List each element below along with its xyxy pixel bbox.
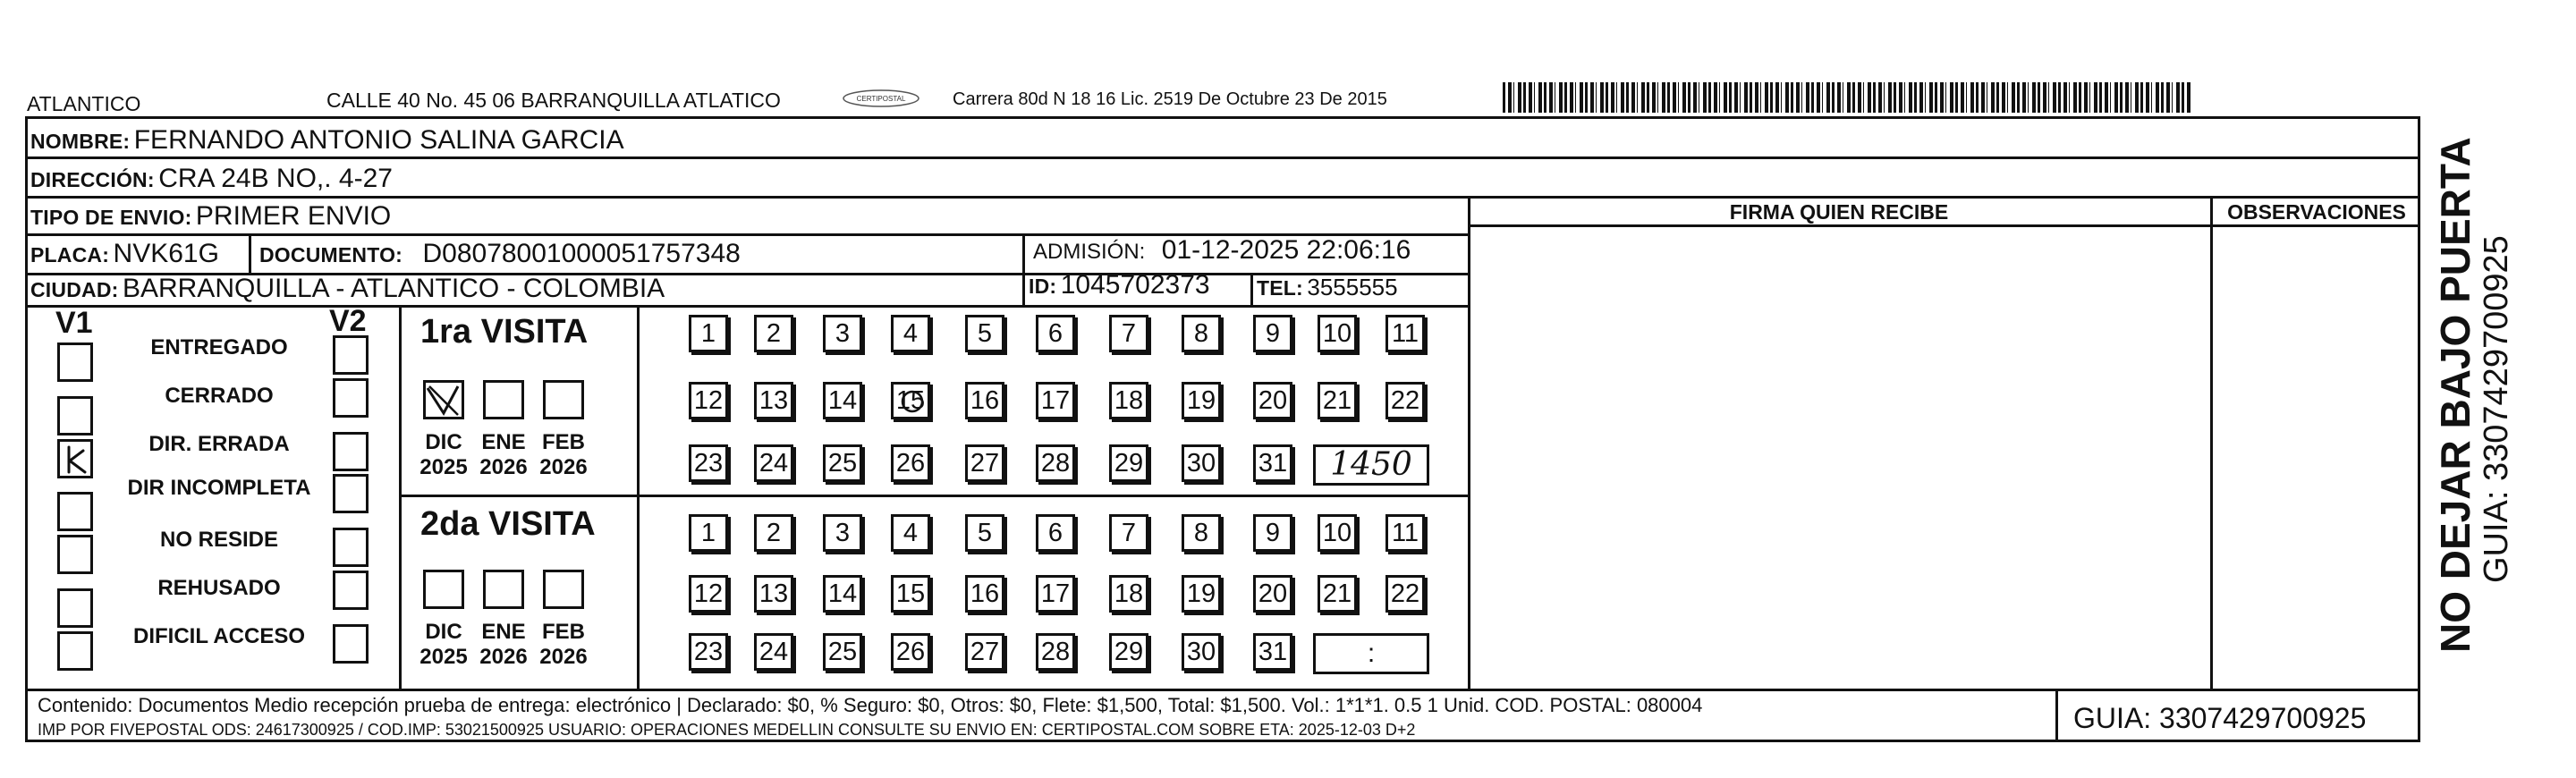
second-visit-day[interactable]: 12 bbox=[689, 575, 728, 613]
firma-signature-area[interactable] bbox=[1474, 231, 2206, 685]
direccion-row: DIRECCIÓN: CRA 24B NO,. 4-27 bbox=[30, 164, 393, 193]
second-visit-day[interactable]: 27 bbox=[965, 633, 1004, 671]
second-visit-day[interactable]: 2 bbox=[754, 514, 793, 552]
second-visit-day[interactable]: 30 bbox=[1182, 633, 1221, 671]
second-visit-day[interactable]: 24 bbox=[754, 633, 793, 671]
month-year: 2025 bbox=[419, 645, 468, 669]
firma-header: FIRMA QUIEN RECIBE bbox=[1729, 200, 1949, 224]
second-visit-day[interactable]: 29 bbox=[1109, 633, 1148, 671]
first-visit-title: 1ra VISITA bbox=[420, 313, 589, 351]
first-visit-day[interactable]: 22 bbox=[1385, 382, 1425, 419]
first-visit-day[interactable]: 27 bbox=[965, 444, 1004, 482]
month-year: 2026 bbox=[539, 455, 588, 479]
month-year: 2026 bbox=[479, 645, 528, 669]
tel-field: TEL: 3555555 bbox=[1257, 274, 1398, 300]
second-visit-day[interactable]: 8 bbox=[1182, 514, 1221, 552]
first-visit-day[interactable]: 28 bbox=[1036, 444, 1075, 482]
second-visit-day[interactable]: 26 bbox=[891, 633, 930, 671]
status-label: NO RESIDE bbox=[159, 528, 279, 552]
second-visit-day[interactable]: 20 bbox=[1253, 575, 1292, 613]
v1-header: V1 bbox=[55, 306, 93, 340]
admision-field: ADMISIÓN: 01-12-2025 22:06:16 bbox=[1033, 235, 1411, 265]
first-visit-day[interactable]: 12 bbox=[689, 382, 728, 419]
first-visit-day[interactable]: 3 bbox=[823, 315, 862, 352]
first-visit-day[interactable]: 11 bbox=[1385, 315, 1425, 352]
status-label: ENTREGADO bbox=[150, 335, 288, 359]
nombre-row: NOMBRE: FERNANDO ANTONIO SALINA GARCIA bbox=[30, 125, 624, 155]
direccion-value: CRA 24B NO,. 4-27 bbox=[158, 164, 393, 193]
footer-guia: GUIA: 3307429700925 bbox=[2073, 702, 2367, 734]
second-visit-day[interactable]: 25 bbox=[823, 633, 862, 671]
first-visit-day[interactable]: 23 bbox=[689, 444, 728, 482]
documento-value: D08078001000051757348 bbox=[422, 239, 741, 268]
status-label: CERRADO bbox=[165, 384, 274, 408]
second-visit-day[interactable]: 19 bbox=[1182, 575, 1221, 613]
header-sender-address: CALLE 40 No. 45 06 BARRANQUILLA ATLATICO bbox=[326, 89, 781, 112]
header-license: Carrera 80d N 18 16 Lic. 2519 De Octubre 23 De 2015 bbox=[953, 89, 1387, 109]
nombre-value: FERNANDO ANTONIO SALINA GARCIA bbox=[133, 125, 624, 155]
tipo-row: TIPO DE ENVIO: PRIMER ENVIO bbox=[30, 201, 392, 231]
month-label: FEB bbox=[542, 620, 585, 644]
second-visit-day[interactable]: 22 bbox=[1385, 575, 1425, 613]
second-visit-month-checkbox[interactable] bbox=[423, 570, 464, 609]
second-visit-day[interactable]: 15 bbox=[891, 575, 930, 613]
second-visit-day[interactable]: 5 bbox=[965, 514, 1004, 552]
first-visit-day[interactable]: 26 bbox=[891, 444, 930, 482]
v2-header: V2 bbox=[329, 304, 367, 338]
month-year: 2026 bbox=[539, 645, 588, 669]
side-guia: GUIA: 3307429700925 bbox=[2478, 235, 2515, 583]
first-visit-day[interactable]: 15 bbox=[891, 382, 930, 419]
first-visit-day[interactable]: 20 bbox=[1253, 382, 1292, 419]
second-visit-day[interactable]: 21 bbox=[1318, 575, 1357, 613]
second-visit-day[interactable]: 3 bbox=[823, 514, 862, 552]
month-label: FEB bbox=[542, 430, 585, 454]
first-visit-month-checkbox[interactable] bbox=[543, 380, 584, 419]
observaciones-area[interactable] bbox=[2216, 231, 2415, 685]
first-visit-day[interactable]: 10 bbox=[1318, 315, 1357, 352]
month-label: DIC bbox=[425, 430, 462, 454]
first-visit-day[interactable]: 8 bbox=[1182, 315, 1221, 352]
tel-value: 3555555 bbox=[1307, 274, 1398, 300]
second-visit-day[interactable]: 1 bbox=[689, 514, 728, 552]
second-visit-day[interactable]: 31 bbox=[1253, 633, 1292, 671]
placa-field: PLACA: NVK61G bbox=[30, 239, 219, 268]
second-visit-day[interactable]: 4 bbox=[891, 514, 930, 552]
ciudad-value: BARRANQUILLA - ATLANTICO - COLOMBIA bbox=[122, 274, 665, 303]
status-label: DIR INCOMPLETA bbox=[127, 476, 311, 500]
month-label: ENE bbox=[481, 620, 526, 644]
first-visit-day[interactable]: 21 bbox=[1318, 382, 1357, 419]
second-visit-day[interactable]: 10 bbox=[1318, 514, 1357, 552]
barcode bbox=[1503, 82, 2191, 113]
second-visit-day[interactable]: 14 bbox=[823, 575, 862, 613]
first-visit-day[interactable]: 30 bbox=[1182, 444, 1221, 482]
first-visit-day[interactable]: 9 bbox=[1253, 315, 1292, 352]
ciudad-field: CIUDAD: BARRANQUILLA - ATLANTICO - COLOMBIA bbox=[30, 274, 665, 303]
second-visit-day[interactable]: 23 bbox=[689, 633, 728, 671]
second-visit-day[interactable]: 13 bbox=[754, 575, 793, 613]
month-year: 2026 bbox=[479, 455, 528, 479]
svg-text:CERTIPOSTAL: CERTIPOSTAL bbox=[856, 95, 906, 103]
second-visit-day[interactable]: 9 bbox=[1253, 514, 1292, 552]
status-label: DIR. ERRADA bbox=[148, 432, 290, 456]
month-year: 2025 bbox=[419, 455, 468, 479]
first-visit-month-label bbox=[412, 430, 475, 480]
second-visit-day[interactable]: 6 bbox=[1036, 514, 1075, 552]
header-dept: ATLANTICO bbox=[27, 92, 141, 115]
first-visit-day[interactable]: 5 bbox=[965, 315, 1004, 352]
footer-imp: IMP POR FIVEPOSTAL ODS: 24617300925 / COD.IMP: 53021500925 USUARIO: OPERACIONES MEDELLIN CONSULTE SU ENVIO EN: CERTIPOSTAL.COM SOBRE ETA: 2025-12-03 D+2 bbox=[38, 721, 1416, 739]
first-visit-day[interactable]: 17 bbox=[1036, 382, 1075, 419]
certipostal-logo bbox=[836, 88, 926, 111]
first-visit-day[interactable]: 31 bbox=[1253, 444, 1292, 482]
first-visit-day[interactable]: 1 bbox=[689, 315, 728, 352]
first-visit-day[interactable]: 29 bbox=[1109, 444, 1148, 482]
second-visit-month-label bbox=[532, 620, 595, 670]
side-warning: NO DEJAR BAJO PUERTA bbox=[2432, 137, 2479, 653]
first-visit-day[interactable]: 13 bbox=[754, 382, 793, 419]
first-visit-day[interactable]: 14 bbox=[823, 382, 862, 419]
second-visit-day[interactable]: 18 bbox=[1109, 575, 1148, 613]
first-visit-day[interactable]: 19 bbox=[1182, 382, 1221, 419]
first-visit-day[interactable]: 7 bbox=[1109, 315, 1148, 352]
first-visit-day[interactable]: 18 bbox=[1109, 382, 1148, 419]
id-field: ID: 1045702373 bbox=[1029, 270, 1210, 300]
second-visit-day[interactable]: 11 bbox=[1385, 514, 1425, 552]
first-visit-day[interactable]: 4 bbox=[891, 315, 930, 352]
admision-value: 01-12-2025 22:06:16 bbox=[1161, 235, 1411, 265]
placa-value: NVK61G bbox=[113, 239, 219, 268]
id-value: 1045702373 bbox=[1060, 270, 1210, 300]
observaciones-header: OBSERVACIONES bbox=[2227, 200, 2406, 224]
second-visit-title: 2da VISITA bbox=[420, 505, 596, 543]
tipo-value: PRIMER ENVIO bbox=[195, 201, 392, 231]
first-visit-month-label bbox=[532, 430, 595, 480]
first-visit-month-checkbox[interactable] bbox=[423, 380, 464, 419]
documento-field: DOCUMENTO: D08078001000051757348 bbox=[259, 239, 741, 268]
first-visit-month-checkbox[interactable] bbox=[483, 380, 524, 419]
first-visit-month-label bbox=[472, 430, 535, 480]
first-visit-day[interactable]: 16 bbox=[965, 382, 1004, 419]
first-visit-day[interactable]: 6 bbox=[1036, 315, 1075, 352]
first-visit-day[interactable]: 24 bbox=[754, 444, 793, 482]
second-visit-day[interactable]: 7 bbox=[1109, 514, 1148, 552]
second-visit-month-label bbox=[412, 620, 475, 670]
month-label: DIC bbox=[425, 620, 462, 644]
footer-content: Contenido: Documentos Medio recepción prueba de entrega: electrónico | Declarado: $0, % Seguro: $0, Otros: $0, Flete: $1,500, Total: $1,500. Vol.: 1*1*1. 0.5 1 Unid. COD. POSTAL: 080004 bbox=[38, 694, 1703, 716]
first-visit-time-field[interactable]: 1450 bbox=[1313, 444, 1429, 486]
second-visit-time-field[interactable]: : bbox=[1313, 633, 1429, 674]
second-visit-day[interactable]: 16 bbox=[965, 575, 1004, 613]
first-visit-day[interactable]: 2 bbox=[754, 315, 793, 352]
second-visit-month-checkbox[interactable] bbox=[543, 570, 584, 609]
second-visit-day[interactable]: 28 bbox=[1036, 633, 1075, 671]
second-visit-month-checkbox[interactable] bbox=[483, 570, 524, 609]
month-label: ENE bbox=[481, 430, 526, 454]
status-label: DIFICIL ACCESO bbox=[132, 624, 305, 648]
first-visit-day[interactable]: 25 bbox=[823, 444, 862, 482]
second-visit-day[interactable]: 17 bbox=[1036, 575, 1075, 613]
status-label: REHUSADO bbox=[157, 576, 281, 600]
second-visit-month-label bbox=[472, 620, 535, 670]
